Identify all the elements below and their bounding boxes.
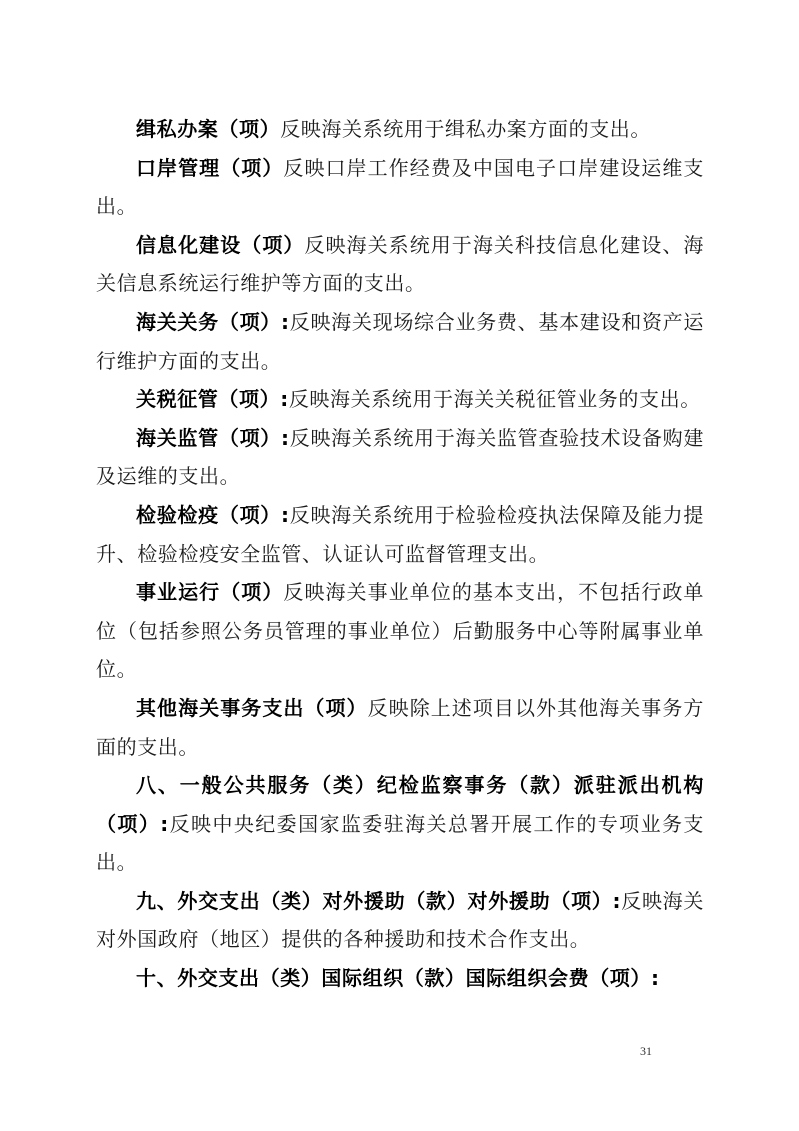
paragraph-text: 反映海关系统用于海关科技信息化建设、海关信息系统运行维护等方面的支出。 xyxy=(96,232,704,296)
paragraph-tariff-collection xyxy=(96,380,704,419)
page-number: 31 xyxy=(640,1044,652,1058)
paragraph-text: 反映海关事业单位的基本支出，不包括行政单位（包括参照公务员管理的事业单位）后勤服务中心等附属事业单位。 xyxy=(96,580,705,682)
paragraph-text: 反映海关系统用于检验检疫执法保障及能力提升、检验检疫安全监管、认证认可监督管理支出。 xyxy=(96,502,704,566)
paragraph-text: 反映中央纪委国家监委驻海关总署开展工作的专项业务支出。 xyxy=(96,811,705,875)
paragraph-term: 关税征管（项）: xyxy=(136,387,289,412)
paragraph-term: 缉私办案（项） xyxy=(136,117,281,141)
paragraph-text: 反映海关对外国政府（地区）提供的各种援助和技术合作支出。 xyxy=(96,888,704,952)
paragraph-section-nine xyxy=(96,882,704,959)
paragraph-term: 信息化建设（项） xyxy=(136,232,305,257)
paragraph-inspection-quarantine xyxy=(96,496,704,573)
paragraph-institution-operation xyxy=(96,573,704,689)
paragraph-section-ten xyxy=(96,959,704,998)
paragraph-term: 检验检疫（项）: xyxy=(136,502,290,527)
paragraph-other-customs-affairs xyxy=(96,689,704,766)
paragraph-term: 海关关务（项）: xyxy=(136,309,290,334)
paragraph-term: 八、一般公共服务（类）纪检监察事务（款）派驻派出机构（项）: xyxy=(96,773,704,836)
paragraph-term: 其他海关事务支出（项） xyxy=(136,695,368,720)
paragraph-text: 反映除上述项目以外其他海关事务方面的支出。 xyxy=(96,695,704,759)
paragraph-customs-supervision xyxy=(96,419,704,496)
paragraph-text: 反映海关系统用于缉私办案方面的支出。 xyxy=(280,117,652,141)
paragraph-term: 海关监管（项）: xyxy=(136,425,290,450)
paragraph-smuggling-case xyxy=(96,110,704,149)
paragraph-term: 口岸管理（项） xyxy=(136,155,284,180)
body-text xyxy=(96,110,704,998)
paragraph-term: 十、外交支出（类）国际组织（款）国际组织会费（项）: xyxy=(136,966,660,991)
paragraph-informatization xyxy=(96,226,704,303)
paragraph-term: 事业运行（项） xyxy=(136,580,284,605)
paragraph-port-management xyxy=(96,149,704,226)
paragraph-text: 反映口岸工作经费及中国电子口岸建设运维支出。 xyxy=(96,155,705,219)
paragraph-section-eight xyxy=(96,766,704,882)
paragraph-text: 反映海关现场综合业务费、基本建设和资产运行维护方面的支出。 xyxy=(96,309,704,373)
paragraph-term: 九、外交支出（类）对外援助（款）对外援助（项）: xyxy=(136,888,622,913)
paragraph-customs-affairs xyxy=(96,303,704,380)
paragraph-text: 反映海关系统用于海关关税征管业务的支出。 xyxy=(288,387,701,412)
paragraph-text: 反映海关系统用于海关监管查验技术设备购建及运维的支出。 xyxy=(96,425,704,489)
